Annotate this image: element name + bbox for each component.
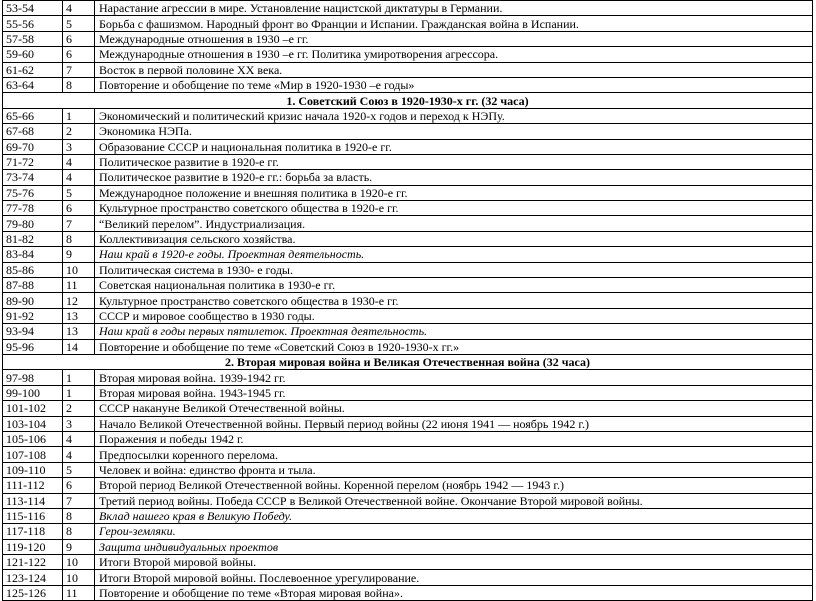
table-row (3, 308, 813, 323)
topic-number-cell: 5 (63, 462, 95, 477)
topic-number-cell: 7 (63, 62, 95, 77)
topic-number-cell: 6 (63, 31, 95, 46)
lesson-numbers-cell: 53-54 (3, 1, 63, 16)
topic-title-cell: Международное положение и внешняя политика в 1920-е гг. (95, 185, 813, 200)
table-row (3, 139, 813, 154)
topic-number-cell: 2 (63, 401, 95, 416)
topic-title-cell: Вторая мировая война. 1939-1942 гг. (95, 370, 813, 385)
table-row (3, 16, 813, 31)
topic-number-cell: 10 (63, 555, 95, 570)
table-row (3, 478, 813, 493)
table-row (3, 416, 813, 431)
table-row (3, 1, 813, 16)
topic-number-cell: 11 (63, 278, 95, 293)
topic-title-cell: Повторение и обобщение по теме «Мир в 1920-1930 –е годы» (95, 77, 813, 92)
topic-title-cell: Нарастание агрессии в мире. Установление нацистской диктатуры в Германии. (95, 1, 813, 16)
topic-title-cell: Культурное пространство советского общества в 1930-е гг. (95, 293, 813, 308)
topic-number-cell: 4 (63, 170, 95, 185)
table-row (3, 31, 813, 46)
table-row (3, 385, 813, 400)
table-row (3, 447, 813, 462)
lesson-numbers-cell: 95-96 (3, 339, 63, 354)
table-row (3, 339, 813, 354)
table-row (3, 216, 813, 231)
topic-number-cell: 9 (63, 247, 95, 262)
lesson-numbers-cell: 85-86 (3, 262, 63, 277)
topic-title-cell: Борьба с фашизмом. Народный фронт во Франции и Испании. Гражданская война в Испании. (95, 16, 813, 31)
topic-number-cell: 7 (63, 216, 95, 231)
table-row (3, 247, 813, 262)
table-row (3, 570, 813, 585)
lesson-numbers-cell: 105-106 (3, 431, 63, 446)
topic-title-cell: Защита индивидуальных проектов (95, 539, 813, 554)
section-header-row (3, 354, 813, 369)
topic-title-cell: Предпосылки коренного перелома. (95, 447, 813, 462)
table-row (3, 293, 813, 308)
lesson-numbers-cell: 101-102 (3, 401, 63, 416)
curriculum-table (2, 0, 813, 601)
topic-title-cell: Человек и война: единство фронта и тыла. (95, 462, 813, 477)
topic-number-cell: 7 (63, 493, 95, 508)
topic-title-cell: Международные отношения в 1930 –е гг. Политика умиротворения агрессора. (95, 47, 813, 62)
lesson-numbers-cell: 67-68 (3, 124, 63, 139)
topic-number-cell: 6 (63, 201, 95, 216)
topic-number-cell: 9 (63, 539, 95, 554)
topic-number-cell: 3 (63, 139, 95, 154)
topic-title-cell: Вторая мировая война. 1943-1945 гг. (95, 385, 813, 400)
topic-title-cell: Повторение и обобщение по теме «Вторая мировая война». (95, 585, 813, 600)
topic-title-cell: Поражения и победы 1942 г. (95, 431, 813, 446)
topic-number-cell: 10 (63, 262, 95, 277)
table-row (3, 201, 813, 216)
topic-number-cell: 6 (63, 47, 95, 62)
lesson-numbers-cell: 109-110 (3, 462, 63, 477)
topic-number-cell: 5 (63, 185, 95, 200)
topic-title-cell: Итоги Второй мировой войны. Послевоенное урегулирование. (95, 570, 813, 585)
table-row (3, 77, 813, 92)
table-row (3, 585, 813, 600)
table-row (3, 47, 813, 62)
table-row (3, 401, 813, 416)
lesson-numbers-cell: 81-82 (3, 231, 63, 246)
topic-number-cell: 11 (63, 585, 95, 600)
lesson-numbers-cell: 99-100 (3, 385, 63, 400)
topic-number-cell: 8 (63, 77, 95, 92)
lesson-numbers-cell: 61-62 (3, 62, 63, 77)
lesson-numbers-cell: 57-58 (3, 31, 63, 46)
lesson-numbers-cell: 71-72 (3, 154, 63, 169)
topic-number-cell: 1 (63, 108, 95, 123)
topic-title-cell: Повторение и обобщение по теме «Советский Союз в 1920-1930-х гг.» (95, 339, 813, 354)
table-row (3, 278, 813, 293)
lesson-numbers-cell: 115-116 (3, 508, 63, 523)
lesson-numbers-cell: 121-122 (3, 555, 63, 570)
topic-number-cell: 4 (63, 154, 95, 169)
lesson-numbers-cell: 79-80 (3, 216, 63, 231)
table-row (3, 62, 813, 77)
lesson-numbers-cell: 103-104 (3, 416, 63, 431)
topic-number-cell: 3 (63, 416, 95, 431)
table-row (3, 493, 813, 508)
topic-number-cell: 2 (63, 124, 95, 139)
table-row (3, 185, 813, 200)
lesson-numbers-cell: 69-70 (3, 139, 63, 154)
topic-title-cell: Экономика НЭПа. (95, 124, 813, 139)
section-header-row (3, 93, 813, 108)
topic-title-cell: Итоги Второй мировой войны. (95, 555, 813, 570)
topic-title-cell: Герои-земляки. (95, 524, 813, 539)
topic-title-cell: СССР накануне Великой Отечественной войны. (95, 401, 813, 416)
table-row (3, 170, 813, 185)
topic-number-cell: 4 (63, 1, 95, 16)
table-row (3, 431, 813, 446)
topic-title-cell: Политическое развитие в 1920-е гг. (95, 154, 813, 169)
topic-title-cell: Политическая система в 1930- е годы. (95, 262, 813, 277)
topic-number-cell: 6 (63, 478, 95, 493)
topic-number-cell: 1 (63, 385, 95, 400)
topic-title-cell: Экономический и политический кризис начала 1920-х годов и переход к НЭПу. (95, 108, 813, 123)
lesson-numbers-cell: 83-84 (3, 247, 63, 262)
lesson-numbers-cell: 65-66 (3, 108, 63, 123)
lesson-numbers-cell: 113-114 (3, 493, 63, 508)
table-row (3, 262, 813, 277)
section-title: 2. Вторая мировая война и Великая Отечественная война (32 часа) (3, 354, 813, 369)
table-row (3, 108, 813, 123)
topic-title-cell: Второй период Великой Отечественной войны. Коренной перелом (ноябрь 1942 — 1943 г.) (95, 478, 813, 493)
topic-title-cell: Советская национальная политика в 1930-е гг. (95, 278, 813, 293)
lesson-numbers-cell: 87-88 (3, 278, 63, 293)
lesson-numbers-cell: 117-118 (3, 524, 63, 539)
lesson-numbers-cell: 91-92 (3, 308, 63, 323)
lesson-numbers-cell: 55-56 (3, 16, 63, 31)
table-row (3, 154, 813, 169)
topic-number-cell: 5 (63, 16, 95, 31)
table-row (3, 324, 813, 339)
lesson-numbers-cell: 119-120 (3, 539, 63, 554)
topic-title-cell: “Великий перелом”. Индустриализация. (95, 216, 813, 231)
topic-title-cell: Политическое развитие в 1920-е гг.: борьба за власть. (95, 170, 813, 185)
table-row (3, 524, 813, 539)
table-row (3, 539, 813, 554)
table-row (3, 508, 813, 523)
topic-title-cell: Наш край в годы первых пятилеток. Проектная деятельность. (95, 324, 813, 339)
topic-title-cell: Вклад нашего края в Великую Победу. (95, 508, 813, 523)
topic-title-cell: Начало Великой Отечественной войны. Первый период войны (22 июня 1941 — ноябрь 1942 г.) (95, 416, 813, 431)
topic-title-cell: Коллективизация сельского хозяйства. (95, 231, 813, 246)
topic-number-cell: 14 (63, 339, 95, 354)
lesson-numbers-cell: 77-78 (3, 201, 63, 216)
curriculum-table-body (3, 1, 813, 601)
topic-title-cell: Международные отношения в 1930 –е гг. (95, 31, 813, 46)
topic-number-cell: 10 (63, 570, 95, 585)
topic-title-cell: СССР и мировое сообщество в 1930 годы. (95, 308, 813, 323)
table-row (3, 555, 813, 570)
topic-number-cell: 13 (63, 308, 95, 323)
topic-number-cell: 12 (63, 293, 95, 308)
topic-number-cell: 8 (63, 524, 95, 539)
lesson-numbers-cell: 123-124 (3, 570, 63, 585)
table-row (3, 370, 813, 385)
lesson-numbers-cell: 111-112 (3, 478, 63, 493)
topic-number-cell: 8 (63, 508, 95, 523)
table-row (3, 124, 813, 139)
lesson-numbers-cell: 75-76 (3, 185, 63, 200)
table-row (3, 462, 813, 477)
lesson-numbers-cell: 107-108 (3, 447, 63, 462)
topic-title-cell: Восток в первой половине XX века. (95, 62, 813, 77)
lesson-numbers-cell: 125-126 (3, 585, 63, 600)
topic-number-cell: 8 (63, 231, 95, 246)
table-row (3, 231, 813, 246)
lesson-numbers-cell: 89-90 (3, 293, 63, 308)
lesson-numbers-cell: 97-98 (3, 370, 63, 385)
lesson-numbers-cell: 59-60 (3, 47, 63, 62)
topic-title-cell: Третий период войны. Победа СССР в Великой Отечественной войне. Окончание Второй мировой войны. (95, 493, 813, 508)
section-title: 1. Советский Союз в 1920-1930-х гг. (32 часа) (3, 93, 813, 108)
topic-number-cell: 4 (63, 447, 95, 462)
lesson-numbers-cell: 93-94 (3, 324, 63, 339)
lesson-numbers-cell: 63-64 (3, 77, 63, 92)
lesson-numbers-cell: 73-74 (3, 170, 63, 185)
topic-number-cell: 1 (63, 370, 95, 385)
topic-title-cell: Культурное пространство советского общества в 1920-е гг. (95, 201, 813, 216)
topic-number-cell: 13 (63, 324, 95, 339)
topic-title-cell: Наш край в 1920-е годы. Проектная деятельность. (95, 247, 813, 262)
topic-number-cell: 4 (63, 431, 95, 446)
topic-title-cell: Образование СССР и национальная политика в 1920-е гг. (95, 139, 813, 154)
